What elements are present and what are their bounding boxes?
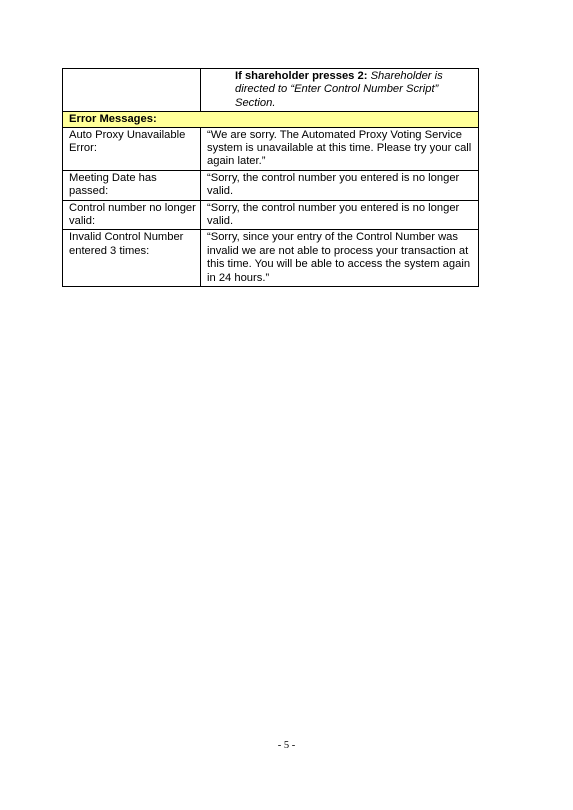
error-label: Auto Proxy Unavailable Error: xyxy=(63,127,201,170)
option-description: Shareholder is directed to “Enter Control Number Script” Section. xyxy=(235,70,443,109)
table-row xyxy=(63,200,479,230)
table-row-continued xyxy=(63,69,479,112)
table-row xyxy=(63,170,479,200)
error-message: “Sorry, the control number you entered is no longer valid. xyxy=(201,200,479,230)
continued-left-cell xyxy=(63,69,201,112)
error-messages-header-row xyxy=(63,112,479,127)
table-row xyxy=(63,230,479,287)
option-label: If shareholder presses 2: xyxy=(235,70,368,82)
continued-right-cell xyxy=(201,69,479,112)
error-message: “We are sorry. The Automated Proxy Voting Service system is unavailable at this time. Please try your call again later.” xyxy=(201,127,479,170)
error-label: Control number no longer valid: xyxy=(63,200,201,230)
error-messages-heading: Error Messages: xyxy=(63,112,479,127)
error-message: “Sorry, the control number you entered is no longer valid. xyxy=(201,170,479,200)
error-label: Invalid Control Number entered 3 times: xyxy=(63,230,201,287)
script-table xyxy=(62,68,479,287)
error-label: Meeting Date has passed: xyxy=(63,170,201,200)
page-number: - 5 - xyxy=(277,740,296,751)
error-message: “Sorry, since your entry of the Control Number was invalid we are not able to process your transaction at this time. You will be able to access the system again in 24 hours.” xyxy=(201,230,479,287)
table-row xyxy=(63,127,479,170)
